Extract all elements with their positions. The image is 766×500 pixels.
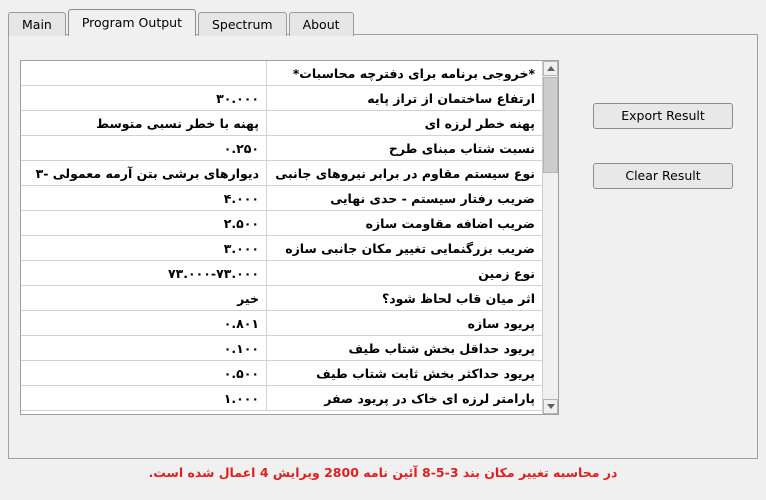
row-value: ۰.۱۰۰ bbox=[21, 336, 267, 361]
table-row[interactable] bbox=[21, 286, 542, 311]
row-label: ارتفاع ساختمان از تراز پایه bbox=[267, 86, 543, 111]
row-value: ۴.۰۰۰ bbox=[21, 186, 267, 211]
row-value: ۳۰.۰۰۰ bbox=[21, 86, 267, 111]
tab-about[interactable]: About bbox=[289, 12, 354, 36]
table-row[interactable] bbox=[21, 386, 542, 411]
table-row[interactable] bbox=[21, 161, 542, 186]
row-label: پریود حداکثر بخش ثابت شتاب طیف bbox=[267, 361, 543, 386]
table-row[interactable] bbox=[21, 261, 542, 286]
clear-result-button[interactable]: Clear Result bbox=[593, 163, 733, 189]
row-label: ضریب اضافه مقاومت سازه bbox=[267, 211, 543, 236]
table-row[interactable] bbox=[21, 336, 542, 361]
table-row[interactable] bbox=[21, 361, 542, 386]
results-grid bbox=[20, 60, 559, 415]
tab-spectrum[interactable]: Spectrum bbox=[198, 12, 287, 36]
export-result-button[interactable]: Export Result bbox=[593, 103, 733, 129]
row-label: پریود سازه bbox=[267, 311, 543, 336]
row-value: ۱.۰۰۰ bbox=[21, 386, 267, 411]
row-value bbox=[21, 61, 267, 86]
scrollbar-thumb[interactable] bbox=[543, 77, 558, 173]
table-row[interactable] bbox=[21, 136, 542, 161]
row-value: ۰.۸۰۱ bbox=[21, 311, 267, 336]
row-value: خیر bbox=[21, 286, 267, 311]
program-output-panel bbox=[8, 34, 758, 459]
table-row[interactable] bbox=[21, 236, 542, 261]
table-row[interactable] bbox=[21, 111, 542, 136]
row-value: ۰.۵۰۰ bbox=[21, 361, 267, 386]
row-label: *خروجی برنامه برای دفترچه محاسبات* bbox=[267, 61, 543, 86]
table-row[interactable] bbox=[21, 311, 542, 336]
tab-main[interactable]: Main bbox=[8, 12, 66, 36]
tab-program-output[interactable]: Program Output bbox=[68, 9, 196, 36]
table-row[interactable] bbox=[21, 186, 542, 211]
table-row[interactable] bbox=[21, 211, 542, 236]
row-value: ۳.۰۰۰ bbox=[21, 236, 267, 261]
row-label: پریود حداقل بخش شتاب طیف bbox=[267, 336, 543, 361]
triangle-down-icon[interactable] bbox=[543, 399, 558, 414]
row-value: ۰.۲۵۰ bbox=[21, 136, 267, 161]
row-label: نسبت شتاب مبنای طرح bbox=[267, 136, 543, 161]
row-label: نوع سیستم مقاوم در برابر نیروهای جانبی bbox=[267, 161, 543, 186]
table-row[interactable] bbox=[21, 86, 542, 111]
row-label: ضریب بزرگنمایی تغییر مکان جانبی سازه bbox=[267, 236, 543, 261]
row-label: ضریب رفتار سیستم - حدی نهایی bbox=[267, 186, 543, 211]
row-label: نوع زمین bbox=[267, 261, 543, 286]
row-value: دیوارهای برشی بتن آرمه معمولی -۳ bbox=[21, 161, 267, 186]
row-label: اثر میان قاب لحاظ شود؟ bbox=[267, 286, 543, 311]
row-value: ۲.۵۰۰ bbox=[21, 211, 267, 236]
tab-bar bbox=[8, 8, 356, 36]
footer-note: در محاسبه تغییر مکان بند 3-5-8 آئین نامه 2800 ویرایش 4 اعمال شده است. bbox=[148, 465, 618, 480]
row-value: پهنه با خطر نسبی متوسط bbox=[21, 111, 267, 136]
results-grid-viewport bbox=[21, 61, 542, 414]
table-row[interactable] bbox=[21, 61, 542, 86]
row-label: پهنه خطر لرزه ای bbox=[267, 111, 543, 136]
row-label: پارامتر لرزه ای خاک در پریود صفر bbox=[267, 386, 543, 411]
row-value: ۷۳.۰۰۰-۷۳.۰۰۰ bbox=[21, 261, 267, 286]
results-grid-scrollbar[interactable] bbox=[542, 61, 558, 414]
triangle-up-icon[interactable] bbox=[543, 61, 558, 76]
